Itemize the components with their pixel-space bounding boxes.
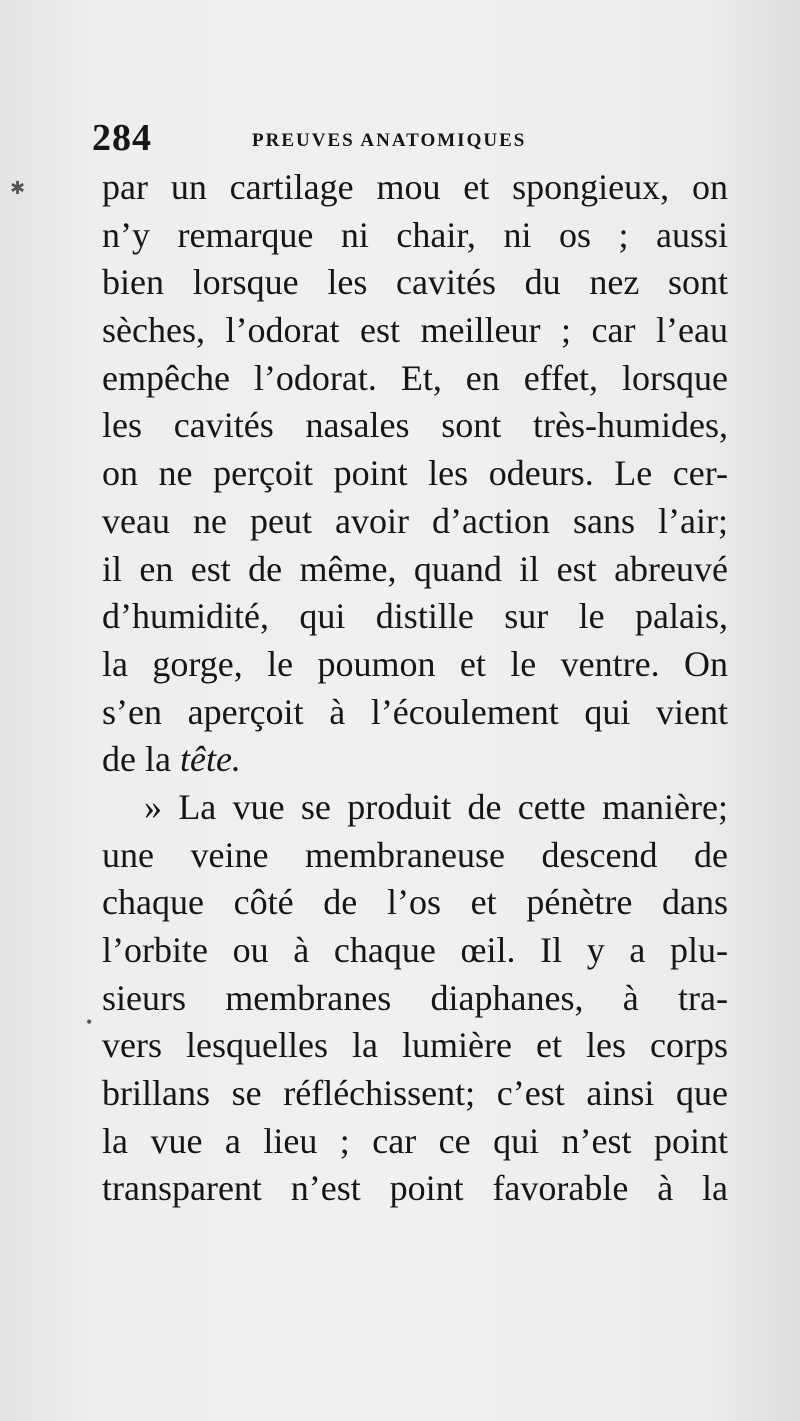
italic-word: tête.	[179, 739, 241, 780]
text-line: bien lorsque les cavités du nez sont	[102, 262, 728, 303]
text-line: d’humidité, qui distille sur le palais,	[102, 596, 728, 637]
text-line: vers lesquelles la lumière et les corps	[102, 1025, 728, 1066]
text-line: chaque côté de l’os et pénètre dans	[102, 882, 728, 923]
text-line: sèches, l’odorat est meilleur ; car l’eau	[102, 310, 728, 351]
text-line: la gorge, le poumon et le ventre. On	[102, 643, 728, 684]
body-text	[102, 164, 728, 1213]
specks-mark: ✱	[10, 178, 26, 198]
text-line: n’y remarque ni chair, ni os ; aussi	[102, 214, 728, 255]
text-line: il en est de même, quand il est abreuvé	[102, 548, 728, 589]
text-line: on ne perçoit point les odeurs. Le cer-	[102, 453, 728, 494]
text-line: sieurs membranes diaphanes, à tra-	[102, 977, 728, 1018]
text-line: s’en aperçoit à l’écoulement qui vient	[102, 691, 728, 732]
text-line: les cavités nasales sont très-humides,	[102, 405, 728, 446]
running-head: PREUVES ANATOMIQUES	[252, 130, 527, 151]
text-line: une veine membraneuse descend de	[102, 834, 728, 875]
page-header	[92, 116, 732, 166]
text-line: empêche l’odorat. Et, en effet, lorsque	[102, 357, 728, 398]
text-line: l’orbite ou à chaque œil. Il y a plu-	[102, 930, 728, 970]
specks-mark: •	[86, 1012, 93, 1032]
text-line: veau ne peut avoir d’action sans l’air;	[102, 500, 728, 541]
text-line: par un cartilage mou et spongieux, on	[102, 167, 728, 207]
last-line-prefix: de la	[102, 739, 171, 780]
text-line: brillans se réfléchissent; c’est ainsi que	[102, 1073, 728, 1114]
paragraph-end-line	[102, 736, 728, 784]
text-line: transparent n’est point favorable à la	[102, 1168, 728, 1209]
paragraph-opening-line: » La vue se produit de cette manière;	[144, 786, 728, 827]
page-number: 284	[92, 117, 152, 159]
text-line: la vue a lieu ; car ce qui n’est point	[102, 1120, 728, 1161]
